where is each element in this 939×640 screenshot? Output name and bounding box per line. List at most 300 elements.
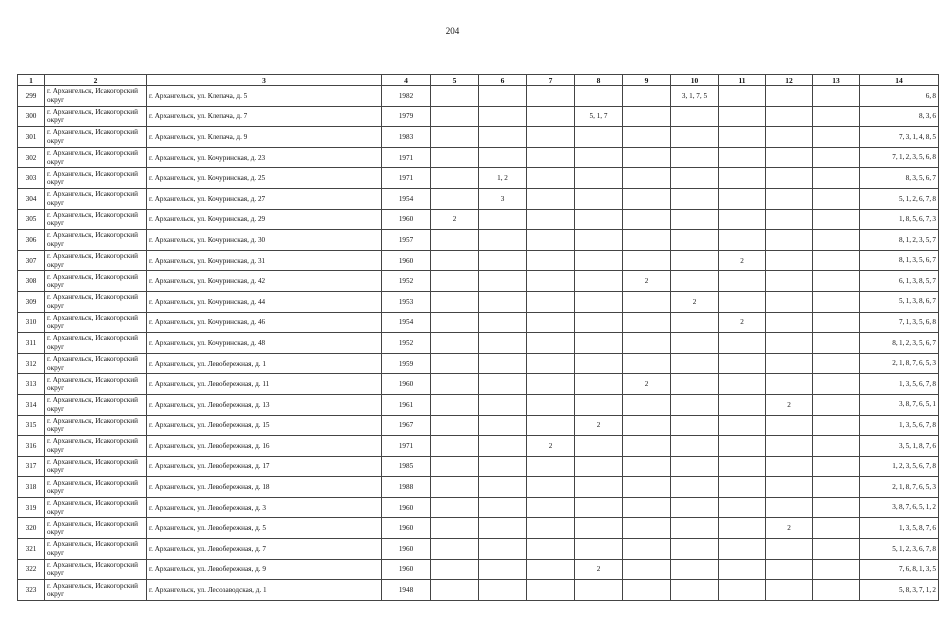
col13-cell bbox=[813, 127, 860, 148]
year-cell: 1960 bbox=[382, 497, 431, 518]
col10-cell bbox=[671, 497, 719, 518]
col6-cell bbox=[479, 394, 527, 415]
col5-cell bbox=[431, 477, 479, 498]
col11-cell bbox=[719, 518, 766, 539]
col5-cell bbox=[431, 497, 479, 518]
col12-cell bbox=[766, 291, 813, 312]
address-cell: г. Архангельск, ул. Кочуринская, д. 23 bbox=[147, 147, 382, 168]
table-row bbox=[18, 188, 939, 209]
col9-cell bbox=[623, 312, 671, 333]
col5-cell bbox=[431, 374, 479, 395]
col12-cell bbox=[766, 188, 813, 209]
district-cell: г. Архангельск, Исакогорский округ bbox=[45, 86, 147, 107]
col13-cell bbox=[813, 188, 860, 209]
col11-cell bbox=[719, 147, 766, 168]
address-cell: г. Архангельск, ул. Левобережная, д. 11 bbox=[147, 374, 382, 395]
col14-cell: 5, 8, 3, 7, 1, 2 bbox=[860, 580, 939, 601]
address-cell: г. Архангельск, ул. Левобережная, д. 3 bbox=[147, 497, 382, 518]
table-row bbox=[18, 312, 939, 333]
row-number-cell: 321 bbox=[18, 539, 45, 560]
col9-cell bbox=[623, 86, 671, 107]
col6-cell bbox=[479, 436, 527, 457]
col6-cell bbox=[479, 559, 527, 580]
col13-cell bbox=[813, 209, 860, 230]
column-header: 7 bbox=[527, 75, 575, 86]
col7-cell bbox=[527, 559, 575, 580]
col6-cell bbox=[479, 518, 527, 539]
address-cell: г. Архангельск, ул. Кочуринская, д. 25 bbox=[147, 168, 382, 189]
col9-cell bbox=[623, 580, 671, 601]
district-cell: г. Архангельск, Исакогорский округ bbox=[45, 477, 147, 498]
address-cell: г. Архангельск, ул. Левобережная, д. 16 bbox=[147, 436, 382, 457]
col10-cell bbox=[671, 271, 719, 292]
col10-cell bbox=[671, 353, 719, 374]
year-cell: 1960 bbox=[382, 518, 431, 539]
col6-cell bbox=[479, 497, 527, 518]
col6-cell bbox=[479, 580, 527, 601]
col14-cell: 1, 2, 3, 5, 6, 7, 8 bbox=[860, 456, 939, 477]
district-cell: г. Архангельск, Исакогорский округ bbox=[45, 209, 147, 230]
col9-cell bbox=[623, 415, 671, 436]
col7-cell bbox=[527, 271, 575, 292]
col7-cell bbox=[527, 497, 575, 518]
address-cell: г. Архангельск, ул. Левобережная, д. 17 bbox=[147, 456, 382, 477]
col12-cell bbox=[766, 250, 813, 271]
col5-cell bbox=[431, 86, 479, 107]
row-number-cell: 312 bbox=[18, 353, 45, 374]
row-number-cell: 318 bbox=[18, 477, 45, 498]
col8-cell bbox=[575, 518, 623, 539]
col11-cell bbox=[719, 127, 766, 148]
col11-cell bbox=[719, 291, 766, 312]
col10-cell bbox=[671, 580, 719, 601]
col7-cell bbox=[527, 415, 575, 436]
district-cell: г. Архангельск, Исакогорский округ bbox=[45, 580, 147, 601]
col9-cell bbox=[623, 539, 671, 560]
year-cell: 1971 bbox=[382, 436, 431, 457]
row-number-cell: 300 bbox=[18, 106, 45, 127]
col8-cell bbox=[575, 127, 623, 148]
col9-cell bbox=[623, 559, 671, 580]
col6-cell bbox=[479, 353, 527, 374]
col12-cell bbox=[766, 415, 813, 436]
row-number-cell: 316 bbox=[18, 436, 45, 457]
col11-cell bbox=[719, 374, 766, 395]
col7-cell bbox=[527, 230, 575, 251]
address-cell: г. Архангельск, ул. Левобережная, д. 18 bbox=[147, 477, 382, 498]
col14-cell: 3, 8, 7, 6, 5, 1, 2 bbox=[860, 497, 939, 518]
col6-cell: 1, 2 bbox=[479, 168, 527, 189]
year-cell: 1982 bbox=[382, 86, 431, 107]
year-cell: 1954 bbox=[382, 312, 431, 333]
col10-cell bbox=[671, 188, 719, 209]
col5-cell bbox=[431, 518, 479, 539]
col12-cell bbox=[766, 168, 813, 189]
table-row bbox=[18, 271, 939, 292]
row-number-cell: 306 bbox=[18, 230, 45, 251]
col7-cell bbox=[527, 188, 575, 209]
col13-cell bbox=[813, 518, 860, 539]
col8-cell: 5, 1, 7 bbox=[575, 106, 623, 127]
col10-cell bbox=[671, 147, 719, 168]
col10-cell bbox=[671, 168, 719, 189]
col13-cell bbox=[813, 86, 860, 107]
col13-cell bbox=[813, 539, 860, 560]
table-row bbox=[18, 518, 939, 539]
col6-cell bbox=[479, 147, 527, 168]
row-number-cell: 314 bbox=[18, 394, 45, 415]
column-header: 14 bbox=[860, 75, 939, 86]
col11-cell bbox=[719, 86, 766, 107]
col8-cell bbox=[575, 147, 623, 168]
district-cell: г. Архангельск, Исакогорский округ bbox=[45, 456, 147, 477]
col5-cell bbox=[431, 312, 479, 333]
column-header: 4 bbox=[382, 75, 431, 86]
col14-cell: 8, 1, 2, 3, 5, 7 bbox=[860, 230, 939, 251]
col5-cell bbox=[431, 559, 479, 580]
col6-cell bbox=[479, 374, 527, 395]
col13-cell bbox=[813, 333, 860, 354]
col7-cell bbox=[527, 518, 575, 539]
col14-cell: 7, 6, 8, 1, 3, 5 bbox=[860, 559, 939, 580]
district-cell: г. Архангельск, Исакогорский округ bbox=[45, 353, 147, 374]
district-cell: г. Архангельск, Исакогорский округ bbox=[45, 168, 147, 189]
col10-cell bbox=[671, 539, 719, 560]
col9-cell bbox=[623, 147, 671, 168]
address-cell: г. Архангельск, ул. Клепача, д. 5 bbox=[147, 86, 382, 107]
col13-cell bbox=[813, 271, 860, 292]
table-row bbox=[18, 477, 939, 498]
col8-cell bbox=[575, 394, 623, 415]
col5-cell bbox=[431, 539, 479, 560]
col6-cell bbox=[479, 106, 527, 127]
col5-cell bbox=[431, 250, 479, 271]
year-cell: 1961 bbox=[382, 394, 431, 415]
col5-cell bbox=[431, 168, 479, 189]
col7-cell bbox=[527, 353, 575, 374]
col10-cell bbox=[671, 312, 719, 333]
col9-cell bbox=[623, 230, 671, 251]
year-cell: 1967 bbox=[382, 415, 431, 436]
col5-cell bbox=[431, 147, 479, 168]
col9-cell bbox=[623, 250, 671, 271]
col8-cell bbox=[575, 312, 623, 333]
district-cell: г. Архангельск, Исакогорский округ bbox=[45, 374, 147, 395]
col7-cell bbox=[527, 106, 575, 127]
col9-cell bbox=[623, 518, 671, 539]
col8-cell bbox=[575, 456, 623, 477]
year-cell: 1952 bbox=[382, 333, 431, 354]
col7-cell bbox=[527, 168, 575, 189]
year-cell: 1960 bbox=[382, 209, 431, 230]
col8-cell bbox=[575, 539, 623, 560]
col13-cell bbox=[813, 168, 860, 189]
col7-cell bbox=[527, 477, 575, 498]
col14-cell: 5, 1, 2, 6, 7, 8 bbox=[860, 188, 939, 209]
col10-cell bbox=[671, 394, 719, 415]
col8-cell bbox=[575, 477, 623, 498]
row-number-cell: 317 bbox=[18, 456, 45, 477]
col12-cell bbox=[766, 106, 813, 127]
col11-cell bbox=[719, 456, 766, 477]
col13-cell bbox=[813, 230, 860, 251]
col7-cell bbox=[527, 374, 575, 395]
col5-cell bbox=[431, 456, 479, 477]
col9-cell bbox=[623, 333, 671, 354]
col6-cell bbox=[479, 456, 527, 477]
table-row bbox=[18, 250, 939, 271]
col7-cell bbox=[527, 312, 575, 333]
col8-cell: 2 bbox=[575, 415, 623, 436]
address-cell: г. Архангельск, ул. Кочуринская, д. 48 bbox=[147, 333, 382, 354]
col9-cell bbox=[623, 394, 671, 415]
col6-cell bbox=[479, 86, 527, 107]
col12-cell bbox=[766, 209, 813, 230]
col5-cell bbox=[431, 580, 479, 601]
table-row bbox=[18, 456, 939, 477]
col5-cell bbox=[431, 106, 479, 127]
address-cell: г. Архангельск, ул. Кочуринская, д. 44 bbox=[147, 291, 382, 312]
address-cell: г. Архангельск, ул. Левобережная, д. 7 bbox=[147, 539, 382, 560]
year-cell: 1988 bbox=[382, 477, 431, 498]
row-number-cell: 304 bbox=[18, 188, 45, 209]
col7-cell bbox=[527, 127, 575, 148]
year-cell: 1971 bbox=[382, 168, 431, 189]
col13-cell bbox=[813, 477, 860, 498]
col8-cell bbox=[575, 230, 623, 251]
table-row bbox=[18, 147, 939, 168]
col12-cell bbox=[766, 539, 813, 560]
col14-cell: 1, 3, 5, 6, 7, 8 bbox=[860, 415, 939, 436]
col13-cell bbox=[813, 147, 860, 168]
row-number-cell: 299 bbox=[18, 86, 45, 107]
col8-cell bbox=[575, 374, 623, 395]
column-header: 9 bbox=[623, 75, 671, 86]
col5-cell: 2 bbox=[431, 209, 479, 230]
col13-cell bbox=[813, 559, 860, 580]
col5-cell bbox=[431, 291, 479, 312]
column-header: 3 bbox=[147, 75, 382, 86]
col14-cell: 6, 1, 3, 8, 5, 7 bbox=[860, 271, 939, 292]
col12-cell bbox=[766, 497, 813, 518]
col5-cell bbox=[431, 333, 479, 354]
district-cell: г. Архангельск, Исакогорский округ bbox=[45, 250, 147, 271]
col9-cell bbox=[623, 477, 671, 498]
col11-cell: 2 bbox=[719, 312, 766, 333]
col14-cell: 5, 1, 3, 8, 6, 7 bbox=[860, 291, 939, 312]
district-cell: г. Архангельск, Исакогорский округ bbox=[45, 415, 147, 436]
col11-cell: 2 bbox=[719, 250, 766, 271]
row-number-cell: 308 bbox=[18, 271, 45, 292]
table-row bbox=[18, 168, 939, 189]
address-cell: г. Архангельск, ул. Левобережная, д. 1 bbox=[147, 353, 382, 374]
col12-cell bbox=[766, 559, 813, 580]
col6-cell bbox=[479, 230, 527, 251]
year-cell: 1983 bbox=[382, 127, 431, 148]
column-header: 10 bbox=[671, 75, 719, 86]
col8-cell: 2 bbox=[575, 559, 623, 580]
year-cell: 1948 bbox=[382, 580, 431, 601]
table-row bbox=[18, 127, 939, 148]
col7-cell bbox=[527, 580, 575, 601]
col11-cell bbox=[719, 580, 766, 601]
district-cell: г. Архангельск, Исакогорский округ bbox=[45, 539, 147, 560]
year-cell: 1954 bbox=[382, 188, 431, 209]
col5-cell bbox=[431, 271, 479, 292]
row-number-cell: 311 bbox=[18, 333, 45, 354]
address-cell: г. Архангельск, ул. Кочуринская, д. 29 bbox=[147, 209, 382, 230]
col14-cell: 8, 1, 2, 3, 5, 6, 7 bbox=[860, 333, 939, 354]
row-number-cell: 303 bbox=[18, 168, 45, 189]
district-cell: г. Архангельск, Исакогорский округ bbox=[45, 394, 147, 415]
column-header: 13 bbox=[813, 75, 860, 86]
district-cell: г. Архангельск, Исакогорский округ bbox=[45, 497, 147, 518]
year-cell: 1959 bbox=[382, 353, 431, 374]
col6-cell bbox=[479, 312, 527, 333]
address-cell: г. Архангельск, ул. Клепача, д. 7 bbox=[147, 106, 382, 127]
page-number: 204 bbox=[445, 26, 460, 36]
col12-cell bbox=[766, 456, 813, 477]
col12-cell bbox=[766, 353, 813, 374]
col11-cell bbox=[719, 559, 766, 580]
district-cell: г. Архангельск, Исакогорский округ bbox=[45, 559, 147, 580]
year-cell: 1979 bbox=[382, 106, 431, 127]
row-number-cell: 305 bbox=[18, 209, 45, 230]
col12-cell bbox=[766, 374, 813, 395]
address-cell: г. Архангельск, ул. Клепача, д. 9 bbox=[147, 127, 382, 148]
col10-cell: 3, 1, 7, 5 bbox=[671, 86, 719, 107]
col10-cell bbox=[671, 333, 719, 354]
column-header: 5 bbox=[431, 75, 479, 86]
col6-cell bbox=[479, 250, 527, 271]
col8-cell bbox=[575, 333, 623, 354]
col9-cell: 2 bbox=[623, 374, 671, 395]
district-cell: г. Архангельск, Исакогорский округ bbox=[45, 271, 147, 292]
table-row bbox=[18, 559, 939, 580]
col12-cell bbox=[766, 477, 813, 498]
col11-cell bbox=[719, 230, 766, 251]
col12-cell bbox=[766, 312, 813, 333]
col5-cell bbox=[431, 230, 479, 251]
col5-cell bbox=[431, 188, 479, 209]
col8-cell bbox=[575, 291, 623, 312]
col11-cell bbox=[719, 353, 766, 374]
col7-cell bbox=[527, 209, 575, 230]
year-cell: 1952 bbox=[382, 271, 431, 292]
col9-cell bbox=[623, 497, 671, 518]
col11-cell bbox=[719, 333, 766, 354]
row-number-cell: 322 bbox=[18, 559, 45, 580]
column-header: 1 bbox=[18, 75, 45, 86]
col14-cell: 7, 3, 1, 4, 8, 5 bbox=[860, 127, 939, 148]
col7-cell bbox=[527, 394, 575, 415]
row-number-cell: 309 bbox=[18, 291, 45, 312]
col14-cell: 8, 3, 5, 6, 7 bbox=[860, 168, 939, 189]
col12-cell bbox=[766, 436, 813, 457]
col5-cell bbox=[431, 127, 479, 148]
col14-cell: 1, 3, 5, 8, 7, 6 bbox=[860, 518, 939, 539]
col13-cell bbox=[813, 394, 860, 415]
address-cell: г. Архангельск, ул. Кочуринская, д. 30 bbox=[147, 230, 382, 251]
table-row bbox=[18, 333, 939, 354]
district-cell: г. Архангельск, Исакогорский округ bbox=[45, 291, 147, 312]
year-cell: 1960 bbox=[382, 559, 431, 580]
year-cell: 1985 bbox=[382, 456, 431, 477]
col13-cell bbox=[813, 415, 860, 436]
row-number-cell: 307 bbox=[18, 250, 45, 271]
row-number-cell: 301 bbox=[18, 127, 45, 148]
col12-cell bbox=[766, 147, 813, 168]
table-row bbox=[18, 374, 939, 395]
row-number-cell: 302 bbox=[18, 147, 45, 168]
col6-cell bbox=[479, 271, 527, 292]
col9-cell bbox=[623, 106, 671, 127]
col11-cell bbox=[719, 436, 766, 457]
col8-cell bbox=[575, 86, 623, 107]
row-number-cell: 320 bbox=[18, 518, 45, 539]
col11-cell bbox=[719, 209, 766, 230]
col12-cell: 2 bbox=[766, 518, 813, 539]
table-row bbox=[18, 86, 939, 107]
column-header: 8 bbox=[575, 75, 623, 86]
address-cell: г. Архангельск, ул. Левобережная, д. 15 bbox=[147, 415, 382, 436]
col10-cell bbox=[671, 415, 719, 436]
address-cell: г. Архангельск, ул. Левобережная, д. 5 bbox=[147, 518, 382, 539]
col7-cell bbox=[527, 147, 575, 168]
col9-cell bbox=[623, 168, 671, 189]
table-row bbox=[18, 415, 939, 436]
col13-cell bbox=[813, 106, 860, 127]
col14-cell: 8, 1, 3, 5, 6, 7 bbox=[860, 250, 939, 271]
col8-cell bbox=[575, 353, 623, 374]
district-cell: г. Архангельск, Исакогорский округ bbox=[45, 188, 147, 209]
column-number-row bbox=[18, 75, 939, 86]
column-header: 11 bbox=[719, 75, 766, 86]
table-row bbox=[18, 539, 939, 560]
col11-cell bbox=[719, 188, 766, 209]
row-number-cell: 319 bbox=[18, 497, 45, 518]
address-cell: г. Архангельск, ул. Кочуринская, д. 42 bbox=[147, 271, 382, 292]
col11-cell bbox=[719, 394, 766, 415]
col11-cell bbox=[719, 106, 766, 127]
table-row bbox=[18, 230, 939, 251]
col13-cell bbox=[813, 291, 860, 312]
col9-cell: 2 bbox=[623, 271, 671, 292]
col7-cell bbox=[527, 539, 575, 560]
district-cell: г. Архангельск, Исакогорский округ bbox=[45, 518, 147, 539]
district-cell: г. Архангельск, Исакогорский округ bbox=[45, 106, 147, 127]
col5-cell bbox=[431, 353, 479, 374]
address-cell: г. Архангельск, ул. Левобережная, д. 13 bbox=[147, 394, 382, 415]
col14-cell: 6, 8 bbox=[860, 86, 939, 107]
col11-cell bbox=[719, 497, 766, 518]
col14-cell: 3, 5, 1, 8, 7, 6 bbox=[860, 436, 939, 457]
col6-cell: 3 bbox=[479, 188, 527, 209]
col13-cell bbox=[813, 580, 860, 601]
year-cell: 1960 bbox=[382, 374, 431, 395]
register-table bbox=[17, 74, 939, 601]
col5-cell bbox=[431, 436, 479, 457]
col13-cell bbox=[813, 436, 860, 457]
col10-cell bbox=[671, 559, 719, 580]
year-cell: 1957 bbox=[382, 230, 431, 251]
col11-cell bbox=[719, 539, 766, 560]
col11-cell bbox=[719, 415, 766, 436]
col5-cell bbox=[431, 415, 479, 436]
col10-cell bbox=[671, 456, 719, 477]
col8-cell bbox=[575, 250, 623, 271]
row-number-cell: 313 bbox=[18, 374, 45, 395]
